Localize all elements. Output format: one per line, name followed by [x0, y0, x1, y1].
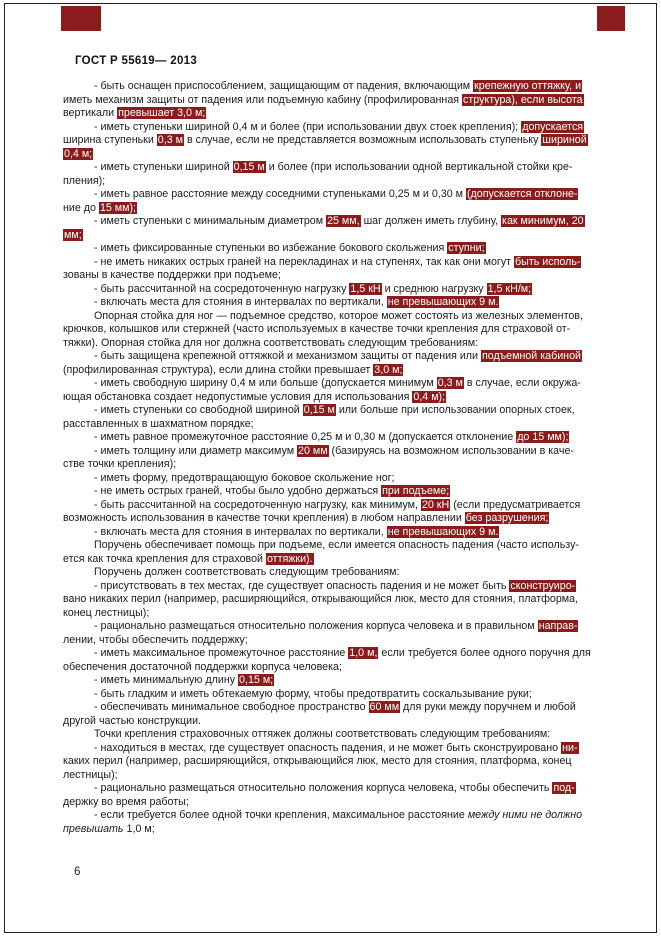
highlighted-text: до 15 мм);	[517, 431, 569, 443]
text-line	[63, 661, 603, 675]
text-segment: вано никаких перил (например, расширяющийся, открывающийся люк, место для стояния, платформа,	[63, 593, 579, 605]
highlighted-text: структура), если высота	[463, 93, 583, 106]
highlighted-text: ступни;	[448, 242, 485, 254]
text-line	[63, 445, 603, 459]
text-line	[63, 256, 603, 270]
text-line	[63, 634, 603, 648]
text-line	[63, 728, 603, 742]
highlighted-text: 25 мм,	[327, 215, 360, 227]
text-segment: - быть гладким и иметь обтекаемую форму, чтобы предотвратить соскальзывание руки;	[94, 687, 532, 700]
text-line	[63, 107, 603, 121]
corner-mark-right	[597, 6, 625, 31]
highlighted-text: 0,4 м;	[64, 147, 93, 160]
highlighted-text: оттяжки).	[266, 552, 313, 565]
text-segment: вертикали	[63, 107, 118, 119]
text-line	[63, 499, 603, 513]
text-segment: - рационально размещаться относительно положения корпуса человека и в правильном	[94, 620, 538, 632]
text-line	[63, 823, 603, 837]
text-segment: стве точки крепления);	[63, 458, 177, 470]
text-segment: - иметь максимальное промежуточное расстояние	[94, 647, 349, 659]
highlighted-text: без разрушения;	[465, 512, 549, 524]
italic-text: превышать	[63, 822, 124, 835]
text-line	[63, 377, 603, 391]
text-segment: - быть рассчитанной на сосредоточенную нагрузку	[94, 282, 350, 295]
text-line	[63, 647, 603, 661]
highlighted-text: 0,15 м	[303, 404, 335, 416]
text-segment: (профилированная структура), если длина стойки превышает	[63, 363, 374, 376]
text-line	[63, 364, 603, 378]
highlighted-text: 15 мм);	[99, 201, 137, 214]
text-line	[63, 269, 603, 283]
text-segment: - иметь ступеньки с минимальным диаметром	[94, 215, 327, 227]
highlighted-text: направ-	[538, 620, 578, 632]
text-line	[63, 593, 603, 607]
text-line	[63, 161, 603, 175]
text-line	[63, 148, 603, 162]
text-line	[63, 202, 603, 216]
text-line	[63, 539, 603, 553]
text-segment: - не иметь никаких острых граней на перекладинах и на ступенях, так как они могут	[94, 255, 515, 268]
text-segment: Поручень должен соответствовать следующим требованиям:	[94, 566, 400, 578]
text-segment: - иметь ступеньки шириной 0,4 м и более (при использовании двух стоек крепления);	[94, 120, 522, 133]
highlighted-text: под-	[553, 782, 575, 794]
text-segment: Поручень обеспечивает помощь при подъеме, если имеется опасность падения (часто использу-	[94, 539, 579, 551]
highlighted-text: мм;	[64, 228, 82, 241]
italic-text: между ними не должно	[467, 809, 583, 821]
text-line	[63, 310, 603, 324]
highlighted-text: 0,3 м	[437, 377, 463, 389]
text-segment: (базируясь на возможном использовании в каче-	[328, 444, 574, 457]
text-line	[63, 215, 603, 229]
highlighted-text: 1,0 м,	[349, 647, 378, 659]
text-line	[63, 431, 603, 445]
corner-mark-left	[61, 6, 101, 31]
highlighted-text: не превышающих 9 м.	[387, 296, 499, 308]
text-segment: ется как точка крепления для страховой	[63, 552, 266, 565]
text-line	[63, 769, 603, 783]
text-line	[63, 80, 603, 94]
text-segment: - быть рассчитанной на сосредоточенную нагрузку, как минимум,	[94, 498, 421, 511]
highlighted-text: превышает 3,0 м;	[118, 107, 206, 119]
text-line	[63, 229, 603, 243]
text-segment: или больше при использовании опорных стоек,	[335, 404, 575, 416]
highlighted-text: 60 мм	[369, 701, 400, 713]
text-line	[63, 134, 603, 148]
text-line	[63, 121, 603, 135]
text-line	[63, 458, 603, 472]
text-line	[63, 283, 603, 297]
highlighted-text: 3,0 м;	[374, 363, 403, 376]
text-line	[63, 418, 603, 432]
highlighted-text: 1,5 кН/м;	[487, 282, 532, 295]
text-segment: другой частью конструкции.	[63, 714, 202, 727]
text-line	[63, 796, 603, 810]
text-segment: - находиться в местах, где существует опасность падения, и не может быть сконструировано	[94, 741, 562, 754]
text-segment: - рационально размещаться относительно положения корпуса человека, чтобы обеспечить	[94, 782, 553, 794]
highlighted-text: 0,15 м;	[239, 674, 274, 686]
highlighted-text: подъемной кабиной	[481, 350, 582, 362]
text-segment: пления);	[63, 174, 106, 187]
highlighted-text: допускается	[522, 120, 584, 133]
text-segment: - иметь фиксированные ступеньки во избежание бокового скольжения	[94, 242, 448, 254]
text-segment: - иметь ступеньки шириной	[94, 161, 233, 173]
text-segment: - иметь минимальную длину	[94, 674, 239, 686]
text-segment: - не иметь острых граней, чтобы было удобно держаться	[94, 485, 382, 497]
text-segment: лении, чтобы обеспечить поддержку;	[63, 633, 248, 646]
text-line	[63, 782, 603, 796]
text-line	[63, 485, 603, 499]
text-line	[63, 526, 603, 540]
text-segment: - включать места для стояния в интервалах по вертикали,	[94, 525, 387, 538]
text-line	[63, 566, 603, 580]
text-segment: в случае, если окружа-	[463, 377, 581, 389]
highlighted-text: ни-	[562, 741, 578, 754]
text-line	[63, 607, 603, 621]
text-line	[63, 404, 603, 418]
text-line	[63, 553, 603, 567]
text-segment: шаг должен иметь глубину,	[360, 215, 502, 227]
text-segment: - иметь форму, предотвращающую боковое скольжение ног;	[94, 471, 395, 484]
text-line	[63, 337, 603, 351]
text-line	[63, 688, 603, 702]
text-segment: - быть оснащен приспособлением, защищающим от падения, включающим	[94, 80, 474, 92]
highlighted-text: сконструиро-	[510, 579, 576, 592]
highlighted-text: не превышающих 9 м.	[387, 525, 499, 538]
text-line	[63, 742, 603, 756]
text-segment: крючков, колышков или стержней (часто используемых в качестве точки крепления для страховой от-	[63, 323, 571, 335]
text-line	[63, 323, 603, 337]
highlighted-text: 20 кН	[421, 498, 450, 511]
highlighted-text: крепежную оттяжку, и	[474, 80, 582, 92]
text-segment: Опорная стойка для ног — подъемное средство, которое может состоять из железных элементов,	[94, 309, 583, 322]
text-segment: если требуется более одного поручня для	[378, 647, 591, 659]
text-segment: для руки между поручнем и любой	[400, 701, 576, 713]
highlighted-text: быть исполь-	[515, 255, 581, 268]
text-segment: конец лестницы);	[63, 606, 150, 619]
text-line	[63, 472, 603, 486]
text-line	[63, 391, 603, 405]
document-number-header: ГОСТ Р 55619— 2013	[75, 55, 198, 67]
text-line	[63, 701, 603, 715]
text-segment: в случае, если не представляется возможным использовать ступеньку	[183, 134, 542, 146]
text-segment: - иметь свободную ширину 0,4 м или больше (допускается минимум	[94, 377, 437, 389]
text-segment: каких перил (например, расширяющийся, открывающийся люк, место для стояния, платформа, конец	[63, 755, 572, 767]
highlighted-text: (допускается отклоне-	[466, 188, 578, 200]
text-segment: держку во время работы;	[63, 795, 189, 808]
text-line	[63, 755, 603, 769]
highlighted-text: 0,3 м	[157, 134, 183, 146]
text-line	[63, 809, 603, 823]
text-segment: ширина ступеньки	[63, 134, 157, 146]
document-body	[63, 80, 603, 836]
text-segment: зованы в качестве поддержки при подъеме;	[63, 269, 281, 281]
text-segment: - иметь равное промежуточное расстояние 0,25 м и 0,30 м (допускается отклонение	[94, 431, 517, 443]
text-line	[63, 242, 603, 256]
text-segment: и более (при использовании одной вертикальной стойки кре-	[265, 161, 573, 173]
text-segment: расставленных в шахматном порядке;	[63, 417, 254, 430]
text-line	[63, 350, 603, 364]
text-segment: и среднюю нагрузку	[381, 282, 487, 295]
text-segment: ние до	[63, 201, 99, 214]
text-segment: - иметь толщину или диаметр максимум	[94, 444, 298, 457]
text-segment: - включать места для стояния в интервалах по вертикали,	[94, 296, 387, 308]
highlighted-text: 20 мм	[298, 444, 328, 457]
text-line	[63, 175, 603, 189]
highlighted-text: шириной	[542, 134, 587, 146]
text-segment: - иметь равное расстояние между соседними ступеньками 0,25 м и 0,30 м	[94, 188, 466, 200]
highlighted-text: как минимум, 20	[502, 215, 584, 227]
text-segment: - обеспечивать минимальное свободное пространство	[94, 701, 369, 713]
text-segment: ющая обстановка создает недопустимые условия для использования	[63, 390, 413, 403]
text-segment: обеспечения достаточной поддержки корпуса человека;	[63, 660, 342, 673]
highlighted-text: 0,15 м	[233, 161, 265, 173]
highlighted-text: при подъеме;	[382, 485, 450, 497]
text-segment: - если требуется более одной точки крепления, максимальное расстояние	[94, 809, 468, 821]
text-line	[63, 188, 603, 202]
highlighted-text: 0,4 м);	[413, 390, 446, 403]
page-number: 6	[74, 866, 81, 878]
text-segment: (если предусматривается	[450, 498, 581, 511]
text-line	[63, 674, 603, 688]
text-segment: возможность использования в качестве точки крепления) в любом направлении	[63, 512, 465, 524]
text-line	[63, 296, 603, 310]
text-line	[63, 715, 603, 729]
text-segment: тяжки). Опорная стойка для ног должна соответствовать следующим требованиям:	[63, 336, 479, 349]
text-line	[63, 620, 603, 634]
text-line	[63, 580, 603, 594]
text-line	[63, 94, 603, 108]
highlighted-text: 1,5 кН	[350, 282, 381, 295]
text-segment: лестницы);	[63, 768, 118, 781]
text-segment: - иметь ступеньки со свободной шириной	[94, 404, 303, 416]
text-segment: иметь механизм защиты от падения или подъемную кабину (профилированная	[63, 93, 463, 106]
text-segment: 1,0 м;	[123, 822, 155, 835]
text-segment: - быть защищена крепежной оттяжкой и механизмом защиты от падения или	[94, 350, 481, 362]
text-line	[63, 512, 603, 526]
text-segment: - присутствовать в тех местах, где существует опасность падения и не может быть	[94, 579, 510, 592]
text-segment: Точки крепления страховочных оттяжек должны соответствовать следующим требованиям:	[94, 728, 551, 740]
